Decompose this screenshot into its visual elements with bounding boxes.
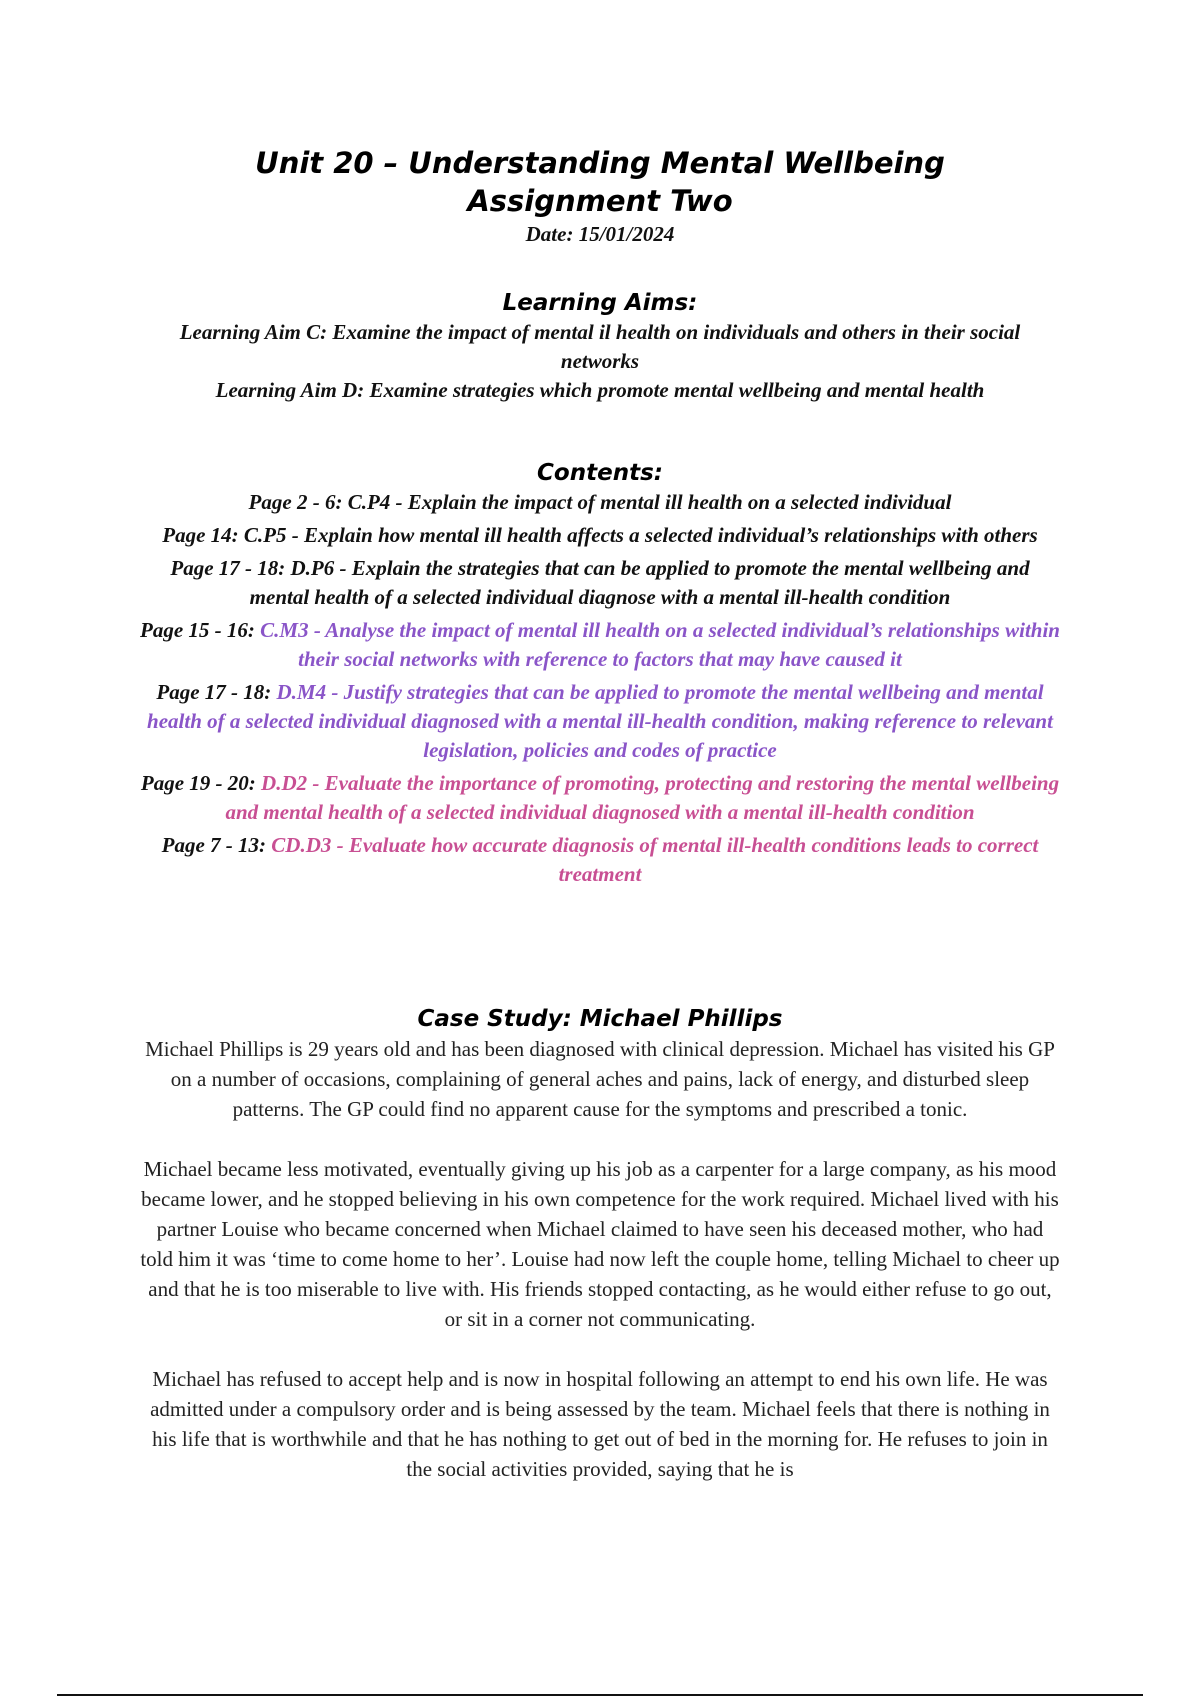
contents-section [140, 458, 1060, 893]
toc-page-range: Page 17 - 18: [156, 680, 272, 704]
toc-page-range: Page 19 - 20: [140, 771, 256, 795]
toc-entry [140, 831, 1060, 889]
toc-page-range: Page 14: [162, 523, 239, 547]
learning-aim-c: Learning Aim C: Examine the impact of mental il health on individuals and others in their social networks [179, 320, 1021, 373]
case-study-paragraph: Michael Phillips is 29 years old and has been diagnosed with clinical depression. Michael has visited his GP on a number of occasions, complaining of general aches and pains, lack of energy, and disturbed sleep patterns. The GP could find no apparent cause for the symptoms and prescribed a tonic. [145, 1037, 1055, 1121]
toc-criterion-merit: C.M3 - Analyse the impact of mental ill health on a selected individual’s relationships within their social networks with reference to factors that may have caused it [254, 618, 1060, 671]
toc-criterion: C.P5 - Explain how mental ill health affects a selected individual’s relationships with others [238, 523, 1038, 547]
toc-entry [140, 616, 1060, 674]
document-header [140, 144, 1060, 248]
toc-page-range: Page 15 - 16: [140, 618, 255, 642]
page-bottom-rule [57, 1694, 1143, 1696]
case-study-section [140, 1004, 1060, 1484]
toc-page-range: Page 2 - 6: [248, 490, 343, 514]
toc-criterion-merit: D.M4 - Justify strategies that can be applied to promote the mental wellbeing and mental health of a selected individual diagnosed with a mental ill-health condition, making reference to relevant legislation, policies and codes of practice [147, 680, 1053, 762]
toc-criterion: C.P4 - Explain the impact of mental ill health on a selected individual [342, 490, 952, 514]
contents-heading: Contents: [537, 460, 663, 486]
document-date: Date: 15/01/2024 [525, 222, 675, 246]
case-study-paragraph: Michael became less motivated, eventually giving up his job as a carpenter for a large company, as his mood became lower, and he stopped believing in his own competence for the work required. Michael lived with his partner Louise who became concerned when Michael claimed to have seen his deceased mother, who had told him it was ‘time to come home to her’. Louise had now left the couple home, telling Michael to cheer up and that he is too miserable to live with. His friends stopped contacting, as he would either refuse to go out, or sit in a corner not communicating. [140, 1157, 1060, 1331]
toc-entry [140, 488, 1060, 517]
toc-entry [140, 769, 1060, 827]
toc-criterion-distinction: CD.D3 - Evaluate how accurate diagnosis of mental ill-health conditions leads to correct treatment [266, 833, 1039, 886]
toc-criterion: D.P6 - Explain the strategies that can be applied to promote the mental wellbeing and mental health of a selected individual diagnose with a mental ill-health condition [249, 556, 1030, 609]
toc-page-range: Page 7 - 13: [161, 833, 267, 857]
document-title: Unit 20 – Understanding Mental Wellbeing [255, 146, 945, 180]
case-study-paragraph: Michael has refused to accept help and is now in hospital following an attempt to end his own life. He was admitted under a compulsory order and is being assessed by the team. Michael feels that there is nothing in his life that is worthwhile and that he has nothing to get out of bed in the morning for. He refuses to join in the social activities provided, saying that he is [150, 1367, 1050, 1481]
case-study-heading: Case Study: Michael Phillips [417, 1006, 783, 1032]
toc-entry [140, 554, 1060, 612]
learning-aim-d: Learning Aim D: Examine strategies which promote mental wellbeing and mental health [215, 378, 985, 402]
learning-aims-heading: Learning Aims: [502, 290, 698, 316]
toc-entry [140, 521, 1060, 550]
toc-page-range: Page 17 - 18: [170, 556, 286, 580]
toc-criterion-distinction: D.D2 - Evaluate the importance of promoting, protecting and restoring the mental wellbeing and mental health of a selected individual diagnosed with a mental ill-health condition [225, 771, 1060, 824]
learning-aims-section [140, 288, 1060, 405]
document-subtitle: Assignment Two [467, 184, 733, 218]
toc-entry [140, 678, 1060, 765]
